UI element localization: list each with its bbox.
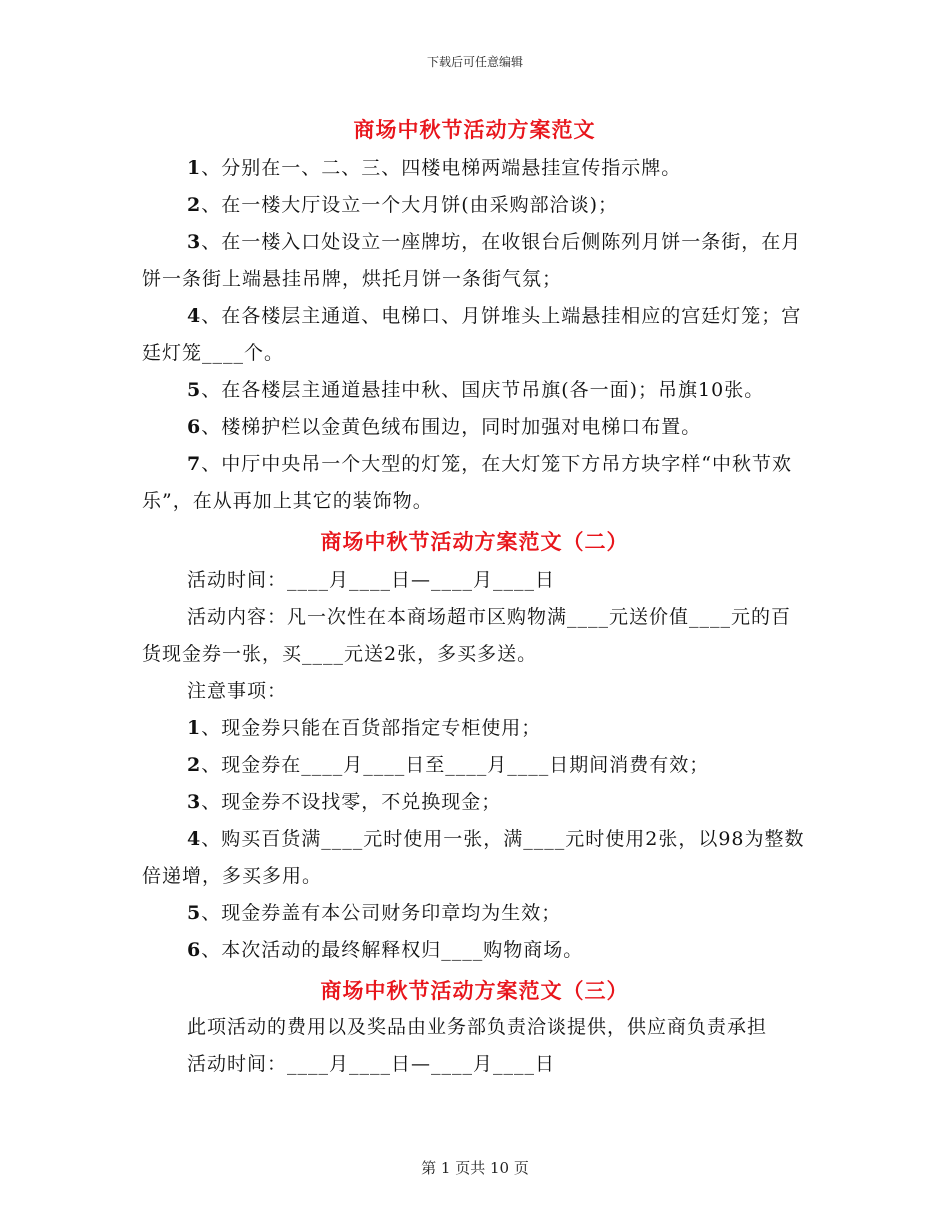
paragraph: 5、现金券盖有本公司财务印章均为生效； — [187, 902, 562, 924]
paragraph: 注意事项： — [187, 680, 288, 702]
paragraph: 活动时间：____月____日—____月____日 — [187, 569, 556, 591]
paragraph: 2、在一楼大厅设立一个大月饼(由采购部洽谈)； — [187, 194, 619, 216]
section-title-2: 商场中秋节活动方案范文（二） — [320, 529, 629, 554]
paragraph: 3、现金券不设找零，不兑换现金； — [187, 791, 502, 813]
paragraph: 3、在一楼入口处设立一座牌坊，在收银台后侧陈列月饼一条街，在月饼一条街上端悬挂吊牌，烘托月饼一条街气氛； — [142, 231, 802, 290]
paragraph: 活动时间：____月____日—____月____日 — [187, 1053, 556, 1075]
paragraph: 5、在各楼层主通道悬挂中秋、国庆节吊旗(各一面)；吊旗10张。 — [187, 379, 765, 401]
paragraph: 2、现金券在____月____日至____月____日期间消费有效； — [187, 754, 710, 776]
paragraph: 7、中厅中央吊一个大型的灯笼，在大灯笼下方吊方块字样“中秋节欢乐”，在从再加上其它的装饰物。 — [142, 453, 792, 512]
paragraph: 活动内容：凡一次性在本商场超市区购物满____元送价值____元的百货现金券一张，买____元送2张，多买多送。 — [142, 606, 792, 665]
paragraph: 1、分别在一、二、三、四楼电梯两端悬挂宣传指示牌。 — [187, 157, 682, 179]
paragraph: 6、本次活动的最终解释权归____购物商场。 — [187, 939, 584, 961]
header-note: 下载后可任意编辑 — [426, 55, 523, 69]
paragraph: 4、购买百货满____元时使用一张，满____元时使用2张，以98为整数倍递增，多买多用。 — [142, 828, 805, 887]
document-body — [142, 112, 807, 1083]
section-title-1: 商场中秋节活动方案范文 — [353, 117, 596, 142]
paragraph: 此项活动的费用以及奖品由业务部负责洽谈提供，供应商负责承担 — [187, 1016, 768, 1038]
section-title-3: 商场中秋节活动方案范文（三） — [320, 978, 629, 1003]
paragraph: 1、现金券只能在百货部指定专柜使用； — [187, 717, 542, 739]
paragraph: 4、在各楼层主通道、电梯口、月饼堆头上端悬挂相应的宫廷灯笼；宫廷灯笼____个。 — [142, 305, 802, 364]
paragraph: 6、楼梯护栏以金黄色绒布围边，同时加强对电梯口布置。 — [187, 416, 702, 438]
page-number: 第 1 页共 10 页 — [421, 1159, 529, 1177]
